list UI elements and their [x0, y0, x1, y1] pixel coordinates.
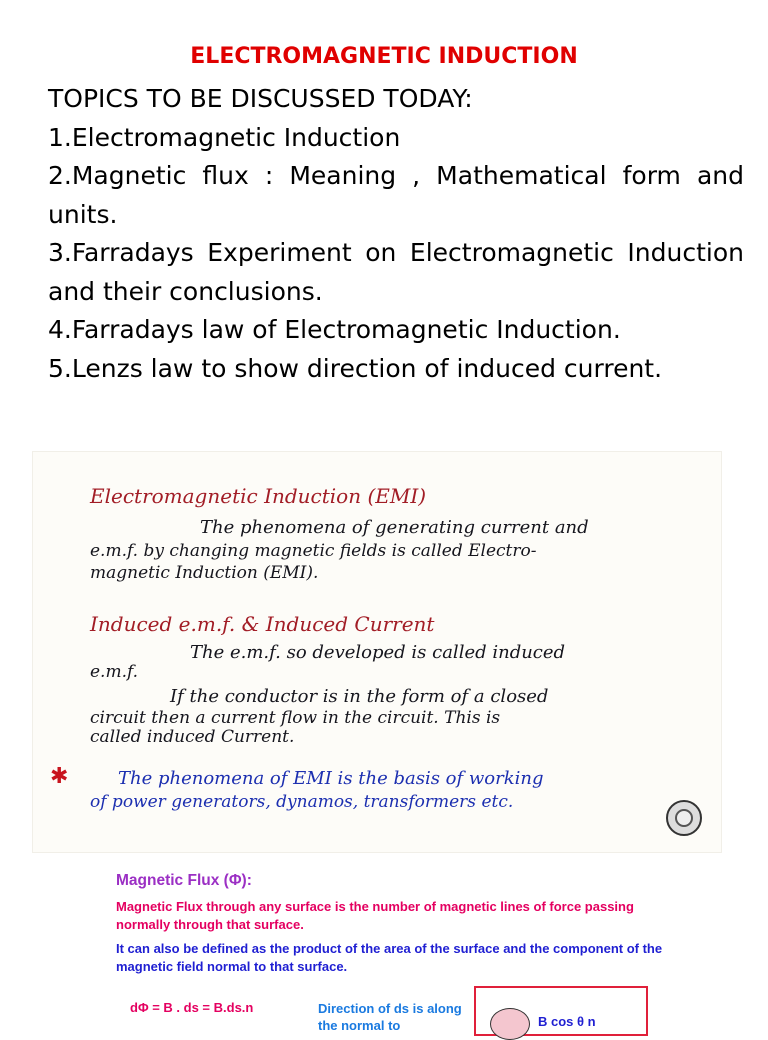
flux-definition-2: It can also be defined as the product of the area of the surface and the component of the magnetic field normal to that surface.: [116, 941, 663, 974]
notes-line: magnetic Induction (EMI).: [90, 563, 319, 583]
flux-title: Magnetic Flux (Φ):: [116, 872, 252, 889]
flux-definition-1: Magnetic Flux through any surface is the number of magnetic lines of force passing normally through that surface.: [116, 899, 634, 932]
flux-equation: dΦ = B . ds = B.ds.n: [130, 1000, 254, 1015]
notes-line: e.m.f. by changing magnetic fields is called Electro-: [90, 541, 537, 561]
notes-line: The phenomena of generating current and: [200, 517, 589, 538]
notes-heading-emi: Electromagnetic Induction (EMI): [90, 484, 427, 508]
notes-note-line: The phenomena of EMI is the basis of working: [118, 768, 544, 789]
notes-heading-induced: Induced e.m.f. & Induced Current: [90, 612, 435, 636]
notes-note-line: of power generators, dynamos, transformers etc.: [90, 792, 514, 812]
topic-item: 3.Farradays Experiment on Electromagnetic Induction and their conclusions.: [48, 238, 744, 306]
seal-icon: [666, 800, 702, 836]
topics-list: [48, 80, 744, 388]
topic-item: 5.Lenzs law to show direction of induced current.: [48, 353, 663, 383]
magnetic-flux-slide: [0, 860, 768, 1033]
notes-line: e.m.f.: [90, 662, 139, 682]
flux-component-label: B cos θ n: [538, 1014, 596, 1029]
notes-line: If the conductor is in the form of a closed: [170, 686, 549, 707]
topic-item: 2.Magnetic flux : Meaning , Mathematical form and units.: [48, 161, 744, 229]
notes-line: circuit then a current flow in the circuit. This is: [90, 708, 501, 728]
surface-shape: [490, 1008, 530, 1040]
topics-heading: TOPICS TO BE DISCUSSED TODAY:: [48, 84, 473, 113]
notes-line: The e.m.f. so developed is called induced: [190, 642, 566, 663]
page-title: ELECTROMAGNETIC INDUCTION: [190, 44, 578, 69]
topic-item: 1.Electromagnetic Induction: [48, 122, 401, 152]
flux-direction-note: Direction of ds is along the normal to: [318, 1001, 462, 1033]
topic-item: 4.Farradays law of Electromagnetic Induction.: [48, 315, 621, 344]
star-icon: ✱: [50, 764, 69, 789]
notes-line: called induced Current.: [90, 727, 295, 747]
